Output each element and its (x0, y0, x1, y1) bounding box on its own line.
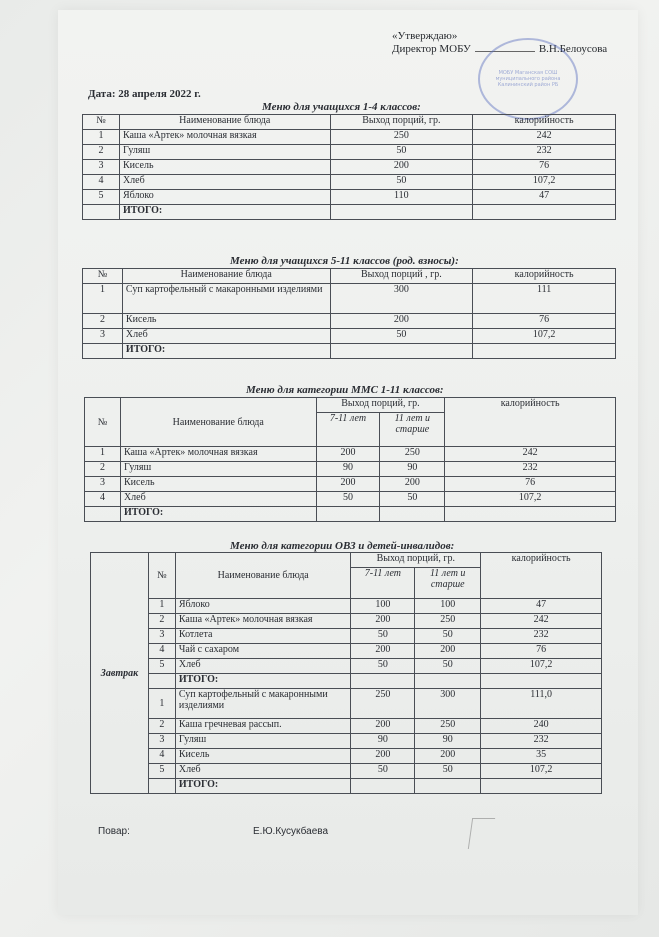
table2-header-row (83, 269, 616, 284)
table3-caption: Меню для категории ММС 1-11 классов: (246, 384, 444, 396)
table4-header-name: Наименование блюда (175, 553, 351, 599)
table-row: 5 Хлеб 50 50 107,2 (91, 764, 602, 779)
table1-header-row (83, 115, 616, 130)
table-row: 5 Яблоко 110 47 (83, 190, 616, 205)
table4-total1-row: ИТОГО: (91, 674, 602, 689)
table2-total-row: ИТОГО: (83, 344, 616, 359)
stamp-text: МОБУ Маганская СОШ муниципального района Калининский район РБ (495, 70, 561, 88)
table4-caption: Меню для категории ОВЗ и детей-инвалидов: (230, 540, 455, 552)
table-row: 2 Каша гречневая рассып. 200 250 240 (91, 719, 602, 734)
approval-title: «Утверждаю» (392, 30, 458, 42)
table-row: 3 Котлета 50 50 232 (91, 629, 602, 644)
cook-label: Повар: (98, 826, 130, 837)
table3 (84, 397, 616, 522)
table4-header-calories: калорийность (481, 553, 602, 599)
table4-header-num: № (148, 553, 175, 599)
table1-header-name: Наименование блюда (119, 115, 330, 130)
document-date: Дата: 28 апреля 2022 г. (88, 88, 201, 100)
table4-subheader-age2: 11 лет и старше (415, 568, 481, 599)
table-row: 2 Кисель 200 76 (83, 314, 616, 329)
table4-total2-row: ИТОГО: (91, 779, 602, 794)
table-row: 2 Гуляш 90 90 232 (85, 462, 616, 477)
table1-caption: Меню для учащихся 1-4 классов: (262, 101, 421, 113)
table2 (82, 268, 616, 359)
table4-subheader-age1: 7-11 лет (351, 568, 415, 599)
official-stamp (478, 38, 578, 120)
table4-header-portion: Выход порций, гр. (351, 553, 481, 568)
table-row: 3 Хлеб 50 107,2 (83, 329, 616, 344)
table3-subheader-age2: 11 лет и старше (380, 413, 445, 447)
table4-side-label: Завтрак (91, 553, 149, 794)
table-row: 1 Каша «Артек» молочная вязкая 250 242 (83, 130, 616, 145)
cook-name: Е.Ю.Кусукбаева (253, 826, 329, 837)
table-row: 1 Яблоко 100 100 47 (91, 599, 602, 614)
table-row: 2 Каша «Артек» молочная вязкая 200 250 242 (91, 614, 602, 629)
table-row: 4 Кисель 200 200 35 (91, 749, 602, 764)
table-row: 4 Чай с сахаром 200 200 76 (91, 644, 602, 659)
table3-header-calories: калорийность (445, 398, 616, 447)
table-row: 5 Хлеб 50 50 107,2 (91, 659, 602, 674)
table3-header-name: Наименование блюда (120, 398, 316, 447)
table2-header-calories: калорийность (473, 269, 616, 284)
director-prefix: Директор МОБУ (392, 43, 471, 55)
table-row: 4 Хлеб 50 107,2 (83, 175, 616, 190)
table2-caption: Меню для учащихся 5-11 классов (род. взносы): (230, 255, 459, 267)
table3-header-portion: Выход порций, гр. (316, 398, 445, 413)
table-row: 2 Гуляш 50 232 (83, 145, 616, 160)
director-name: В.Н.Белоусова (538, 43, 608, 55)
table-row: 1 Суп картофельный с макаронными изделиями 250 300 111,0 (91, 689, 602, 719)
table1-total-row: ИТОГО: (83, 205, 616, 220)
table1-header-num: № (83, 115, 120, 130)
table3-total-row: ИТОГО: (85, 507, 616, 522)
table-row: 4 Хлеб 50 50 107,2 (85, 492, 616, 507)
table2-header-num: № (83, 269, 123, 284)
table-row: 3 Кисель 200 76 (83, 160, 616, 175)
table1-header-calories: калорийность (473, 115, 616, 130)
table1-header-portion: Выход порций, гр. (330, 115, 473, 130)
table3-header-num: № (85, 398, 121, 447)
table1 (82, 114, 616, 220)
table-row: 3 Кисель 200 200 76 (85, 477, 616, 492)
table3-subheader-age1: 7-11 лет (316, 413, 380, 447)
table4-header-row (91, 553, 602, 568)
table2-header-portion: Выход порций , гр. (330, 269, 473, 284)
table-row: 1 Каша «Артек» молочная вязкая 200 250 242 (85, 447, 616, 462)
table-row: 1 Суп картофельный с макаронными изделиями 300 111 (83, 284, 616, 314)
table4 (90, 552, 602, 794)
table3-header-row (85, 398, 616, 413)
pen-mark (468, 818, 495, 849)
table2-header-name: Наименование блюда (122, 269, 330, 284)
table-row: 3 Гуляш 90 90 232 (91, 734, 602, 749)
